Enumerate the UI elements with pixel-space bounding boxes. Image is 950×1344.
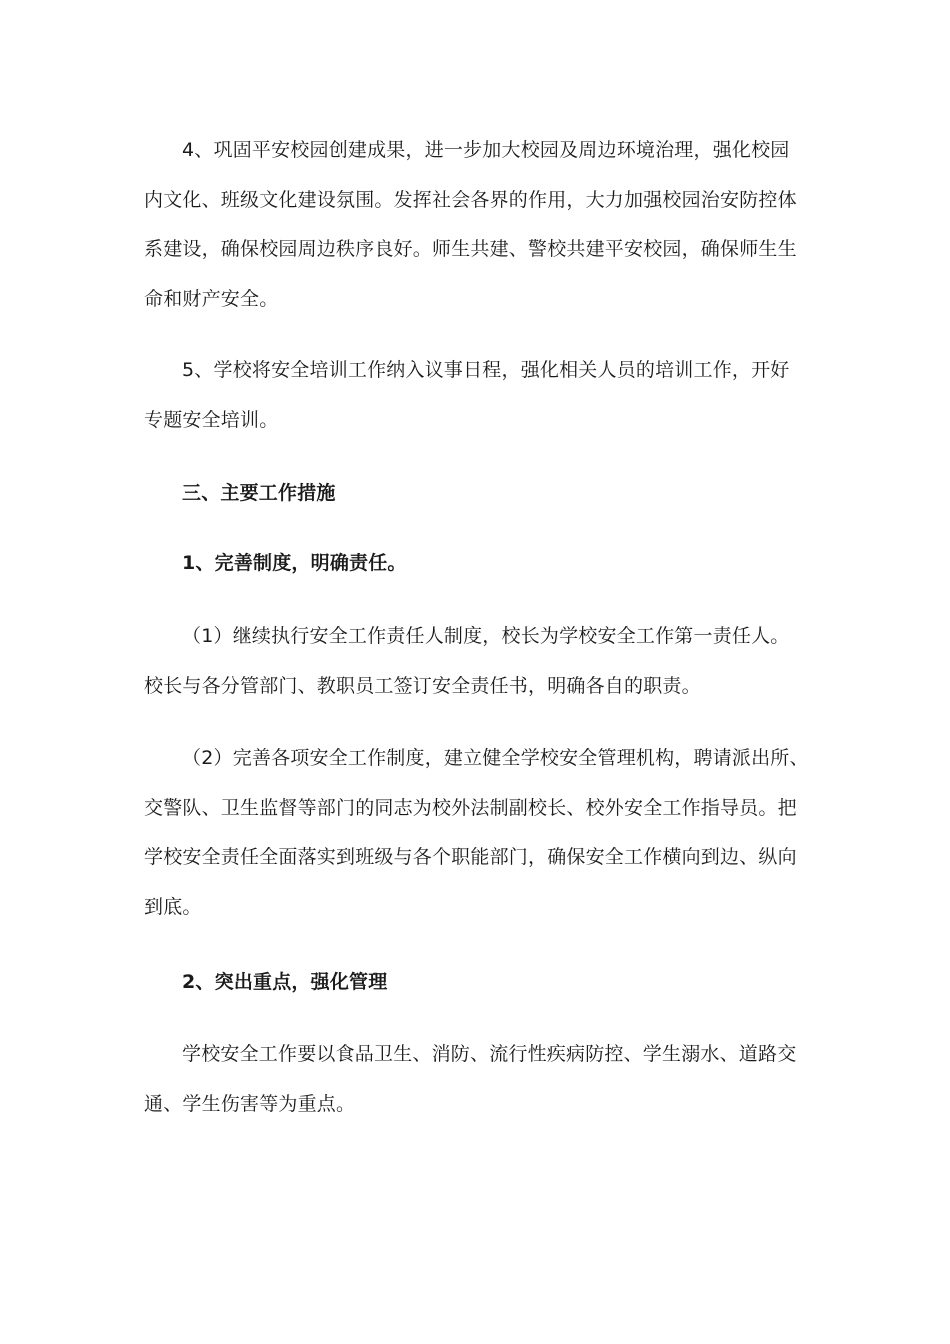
heading-text: 2、突出重点，强化管理 (182, 971, 388, 993)
paragraph-line: （1）继续执行安全工作责任人制度，校长为学校安全工作第一责任人。 (182, 625, 790, 647)
paragraph-line: 命和财产安全。 (144, 287, 279, 310)
paragraph-line: 学校安全工作要以食品卫生、消防、流行性疾病防控、学生溺水、道路交 (182, 1043, 797, 1065)
paragraph-line: 系建设，确保校园周边秩序良好。师生共建、警校共建平安校园，确保师生生 (144, 238, 797, 260)
paragraph-4 (144, 126, 804, 324)
paragraph-line: 学校安全责任全面落实到班级与各个职能部门，确保安全工作横向到边、纵向 (144, 846, 797, 868)
paragraph-5 (144, 346, 804, 445)
subsection-heading-2 (144, 958, 804, 1008)
paragraph-line: 交警队、卫生监督等部门的同志为校外法制副校长、校外安全工作指导员。把 (144, 796, 797, 819)
heading-text: 1、完善制度，明确责任。 (182, 552, 407, 574)
paragraph-1-2 (144, 734, 809, 932)
subsection-heading-1 (144, 539, 804, 589)
paragraph-line: 到底。 (144, 895, 202, 918)
paragraph-line: （2）完善各项安全工作制度，建立健全学校安全管理机构，聘请派出所、 (182, 747, 809, 769)
paragraph-line: 4、巩固平安校园创建成果，进一步加大校园及周边环境治理，强化校园 (182, 139, 790, 161)
paragraph-line: 专题安全培训。 (144, 408, 279, 431)
paragraph-1-1 (144, 612, 804, 711)
paragraph-2-body (144, 1030, 804, 1129)
heading-text: 三、主要工作措施 (182, 482, 336, 504)
section-heading (144, 469, 804, 519)
paragraph-line: 内文化、班级文化建设氛围。发挥社会各界的作用，大力加强校园治安防控体 (144, 188, 797, 211)
paragraph-line: 校长与各分管部门、教职员工签订安全责任书，明确各自的职责。 (144, 674, 701, 697)
paragraph-line: 5、学校将安全培训工作纳入议事日程，强化相关人员的培训工作，开好 (182, 359, 790, 381)
paragraph-line: 通、学生伤害等为重点。 (144, 1092, 356, 1115)
